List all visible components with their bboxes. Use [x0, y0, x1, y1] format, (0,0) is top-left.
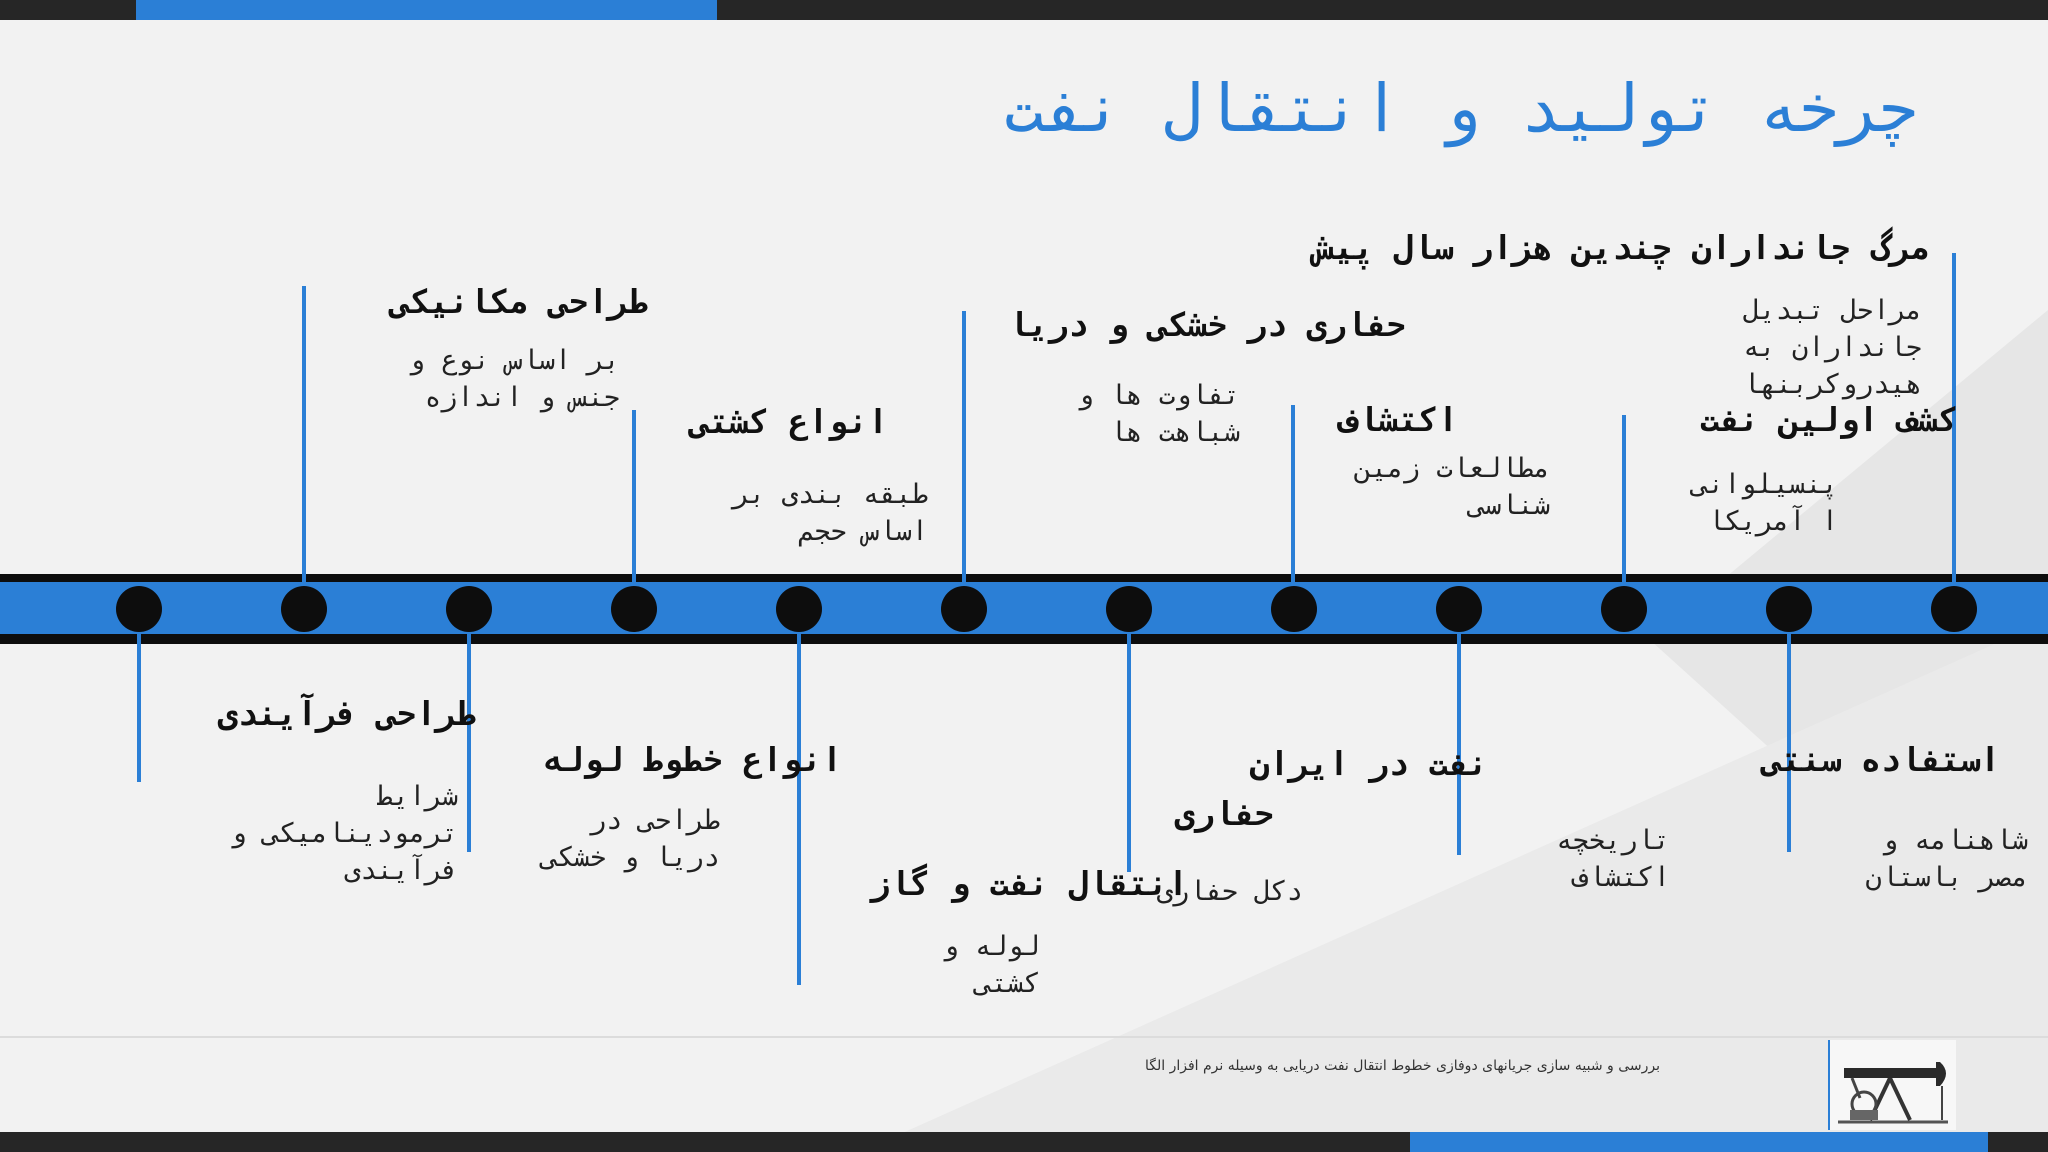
- milestone-title: اکتشاف: [1338, 400, 1458, 439]
- milestone-text: تفاوت ها و شباهت ها: [1077, 380, 1240, 448]
- oil-pump-jack-icon: [1830, 1040, 1956, 1130]
- connector-line: [632, 410, 636, 586]
- connector-line: [797, 632, 801, 985]
- milestone-text: مطالعات زمین شناسی: [1354, 453, 1550, 521]
- milestone-title: کشف اولین نفت: [1699, 400, 1958, 439]
- connector-line: [962, 311, 966, 586]
- connector-line: [1291, 405, 1295, 586]
- connector-line: [137, 632, 141, 782]
- footer-divider: [0, 1036, 2048, 1038]
- connector-line: [467, 632, 471, 852]
- page-title: چرخه تولید و انتقال نفت: [1004, 70, 1918, 147]
- milestone-title: مرگ جانداران چندین هزار سال پیش: [1314, 228, 1930, 267]
- timeline-dot: [446, 586, 492, 632]
- timeline-dot: [941, 586, 987, 632]
- timeline-dot: [1106, 586, 1152, 632]
- milestone-title: انواع خطوط لوله: [543, 740, 842, 779]
- milestone-text: شاهنامه و مصر باستان: [1865, 825, 2028, 893]
- milestone-title: طراحی فرآیندی: [217, 694, 476, 733]
- milestone-text: لوله و کشتی: [942, 931, 1040, 999]
- milestone-title: استفاده سنتی: [1761, 740, 2000, 779]
- bottom-accent-bar: [1410, 1132, 1988, 1152]
- timeline-border-bottom: [0, 634, 2048, 644]
- connector-line: [1622, 415, 1626, 586]
- milestone-title: طراحی مکانیکی: [389, 282, 648, 321]
- milestone-title: حفاری در خشکی و دریا: [1008, 305, 1406, 344]
- timeline-dot: [1271, 586, 1317, 632]
- milestone-text: دکل حفاری: [1156, 876, 1303, 907]
- timeline-border-top: [0, 574, 2048, 582]
- milestone-text: مراحل تبدیل جانداران به هیدروکربنها: [1743, 295, 1922, 400]
- logo-container: [1828, 1040, 1956, 1130]
- timeline-dot: [1436, 586, 1482, 632]
- timeline-dot: [611, 586, 657, 632]
- milestone-text: تاریخچه اکتشاف: [1556, 825, 1670, 893]
- timeline-dot: [1601, 586, 1647, 632]
- connector-line: [302, 286, 306, 586]
- milestone-text: شرایط ترمودینامیکی و فرآیندی: [230, 781, 458, 886]
- milestone-title: انتقال نفت و گاز: [870, 864, 1188, 903]
- top-accent-bar: [136, 0, 717, 20]
- timeline-dot: [1766, 586, 1812, 632]
- milestone-title: حفاری: [1174, 794, 1274, 833]
- timeline-dot: [1931, 586, 1977, 632]
- milestone-title: نفت در ایران: [1249, 744, 1488, 783]
- milestone-text: بر اساس نوع و جنس و اندازه: [408, 345, 620, 413]
- timeline-dot: [116, 586, 162, 632]
- milestone-title: انواع کشتی: [689, 402, 888, 441]
- timeline-dot: [776, 586, 822, 632]
- milestone-text: طبقه بندی بر اساس حجم: [732, 479, 928, 547]
- timeline-dot: [281, 586, 327, 632]
- footer-caption: بررسی و شبیه سازی جریانهای دوفازی خطوط انتقال نفت دریایی به وسیله نرم افزار الگا: [1145, 1058, 1660, 1074]
- connector-line: [1127, 632, 1131, 872]
- milestone-text: طراحی در دریا و خشکی: [541, 805, 720, 873]
- milestone-text: پنسیلوانی ا آمریکا: [1691, 469, 1838, 537]
